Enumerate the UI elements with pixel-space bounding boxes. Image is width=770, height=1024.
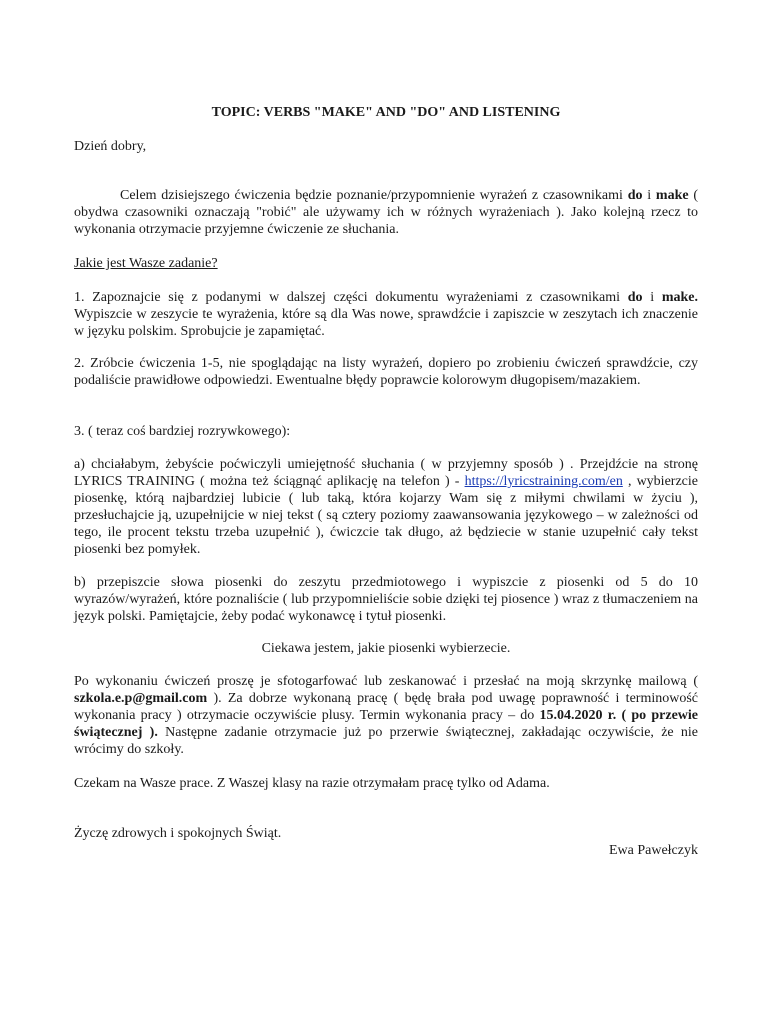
step-3-heading: 3. ( teraz coś bardziej rozrywkowego): xyxy=(74,424,291,439)
wishes-line: Życzę zdrowych i spokojnych Świąt. xyxy=(74,826,282,841)
step-1-paragraph xyxy=(74,289,698,340)
submission-text-1: Po wykonaniu ćwiczeń proszę je sfotogarfować lub zeskanować i przesłać na moją skrzynkę mailową ( xyxy=(74,674,698,689)
waiting-line: Czekam na Wasze prace. Z Waszej klasy na razie otrzymałam pracę tylko od Adama. xyxy=(74,776,550,791)
intro-text-2: i xyxy=(642,188,656,203)
step-1-text-2: i xyxy=(642,290,662,305)
step-1-bold-make: make. xyxy=(661,290,698,305)
task-heading xyxy=(74,255,698,272)
step-1-text-1: 1. Zapoznajcie się z podanymi w dalszej części dokumentu wyrażeniami z czasownikami xyxy=(74,290,628,305)
intro-bold-do: do xyxy=(627,188,643,203)
email-address: szkola.e.p@gmail.com xyxy=(74,691,208,706)
submission-paragraph xyxy=(74,673,698,758)
intro-paragraph xyxy=(74,187,698,238)
task-a-text-1: a) chciałabym, żebyście poćwiczyli umiejętność słuchania ( w przyjemny sposób ) . Przejdźcie na stronę LYRICS TRAINING ( można też ściągnąć aplikację na telefon ) - xyxy=(74,457,698,489)
intro-text-1: Celem dzisiejszego ćwiczenia będzie poznanie/przypomnienie wyrażeń z czasownikami xyxy=(120,188,628,203)
step-1-text-3: Wypiszcie w zeszycie te wyrażenia, które są dla Was nowe, sprawdźcie i zapiszcie w zeszytach ich znaczenie w języku polskim. Sprobujcie je zapamiętać. xyxy=(74,307,698,339)
intro-bold-make: make xyxy=(655,188,689,203)
lyricstraining-link[interactable]: https://lyricstraining.com/en xyxy=(464,474,623,489)
submission-text-2: ). Za dobrze wykonaną pracę ( będę brała pod uwagę poprawność i terminowość wykonania pracy ) otrzymacie oczywiście plusy. Termin wykonania pracy – do xyxy=(74,691,698,723)
intro-text-3: ( obydwa czasowniki oznaczają "robić" ale używamy ich w różnych wyrażeniach ). Jako kolejną rzecz to wykonania otrzymacie przyjemne ćwiczenie ze słuchania. xyxy=(74,188,699,237)
step-2-paragraph: 2. Zróbcie ćwiczenia 1-5, nie spoglądając na listy wyrażeń, dopiero po zrobieniu ćwiczeń sprawdźcie, czy podaliście prawidłowe odpowiedzi. Ewentualne błędy poprawcie kolorowym długopisem/mazakiem. xyxy=(74,356,698,388)
signature: Ewa Pawełczyk xyxy=(608,843,698,858)
task-heading-text: Jakie jest Wasze zadanie? xyxy=(74,256,218,271)
document-title: TOPIC: VERBS "MAKE" AND "DO" AND LISTENING xyxy=(211,105,561,120)
greeting: Dzień dobry, xyxy=(74,139,147,154)
task-a-paragraph xyxy=(74,456,698,558)
step-1-bold-do: do xyxy=(627,290,643,305)
submission-text-3: Następne zadanie otrzymacie już po przerwie świątecznej, zakładając oczywiście, że nie wrócimy do szkoły. xyxy=(74,725,698,757)
task-a-text-2: , wybierzcie piosenkę, którą najbardziej lubicie ( lub taką, która kojarzy Wam się z miłymi chwilami w życiu ), przesłuchajcie ją, uzupełnijcie w niej tekst ( są cztery poziomy zaawansowania językowego – w zależności od tego, ile procent tekstu trzeba uzupełnić ), ćwiczcie tak długo, aż będziecie w stanie uzupełnić cały tekst piosenki bez pomyłek. xyxy=(74,474,698,557)
curious-line: Ciekawa jestem, jakie piosenki wybierzecie. xyxy=(261,641,511,656)
deadline-date: 15.04.2020 r. ( po przewie świątecznej ). xyxy=(74,708,698,740)
task-b-paragraph: b) przepiszcie słowa piosenki do zeszytu przedmiotowego i wypiszcie z piosenki od 5 do 10 wyrazów/wyrażeń, które poznaliście ( lub przypomnieliście sobie dzięki tej piosence ) wraz z tłumaczeniem na język polski. Pamiętajcie, żeby podać wykonawcę i tytuł piosenki. xyxy=(74,575,698,624)
